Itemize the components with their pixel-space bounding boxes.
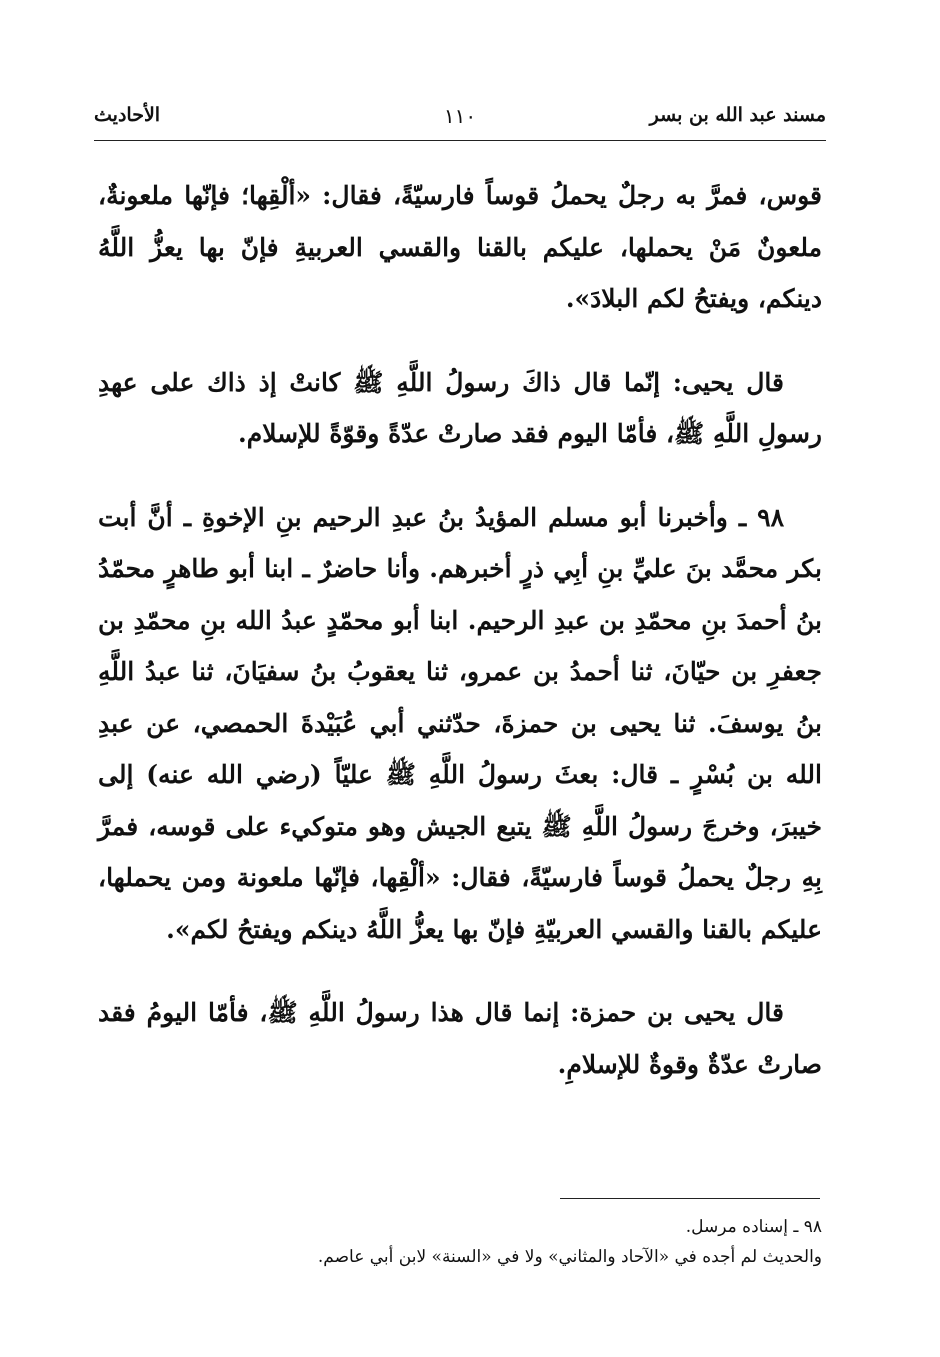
footnote-line-1: ٩٨ ـ إسناده مرسل. [685, 1217, 822, 1237]
paragraph-4: قال يحيى بن حمزة: إنما قال هذا رسولُ اللَّهِ ﷺ، فأمّا اليومُ فقد صارتْ عدّةٌ وقوةٌ للإسلامِ. [98, 998, 822, 1079]
header-divider [94, 140, 826, 141]
footnote-line-2: والحديث لم أجده في «الآحاد والمثاني» ولا في «السنة» لابن أبي عاصم. [317, 1247, 822, 1267]
running-header [94, 104, 826, 138]
footnotes [98, 1212, 822, 1272]
book-title: مسند عبد الله بن بسر [649, 104, 826, 126]
paragraph-2: قال يحيى: إنّما قال ذاكَ رسولُ اللَّهِ ﷺ كانتْ إذ ذاك على عهدِ رسولِ اللَّهِ ﷺ، فأمّا اليوم فقد صارتْ عدّةً وقوّةً للإسلام. [98, 367, 822, 448]
main-text [98, 170, 822, 1122]
page-number: ١١٠ [443, 104, 477, 128]
paragraph-hadith-98: ٩٨ ـ وأخبرنا أبو مسلم المؤيدُ بنُ عبدِ الرحيم بنِ الإخوةِ ـ أنَّ أبت بكر محمَّد بنَ عليِّ بنِ أبِي ذرٍ أخبرهم. وأنا حاضرٌ ـ ابنا أبو طاهرٍ محمّدُ بنُ أحمدَ بنِ محمّدِ بن عبدِ الرحيم. ابنا أبو محمّدٍ عبدُ الله بنِ محمّدِ بن جعفرِ بن حيّانَ، ثنا أحمدُ بن عمرو، ثنا يعقوبُ بنُ سفيَانَ، ثنا عبدُ اللَّهِ بنُ يوسفَ. ثنا يحيى بن حمزةَ، حدّثني أبي عُبَيْدةَ الحمصي، عن عبدِ الله بن بُسْرٍ ـ قال: بعثَ رسولُ اللَّهِ ﷺ عليّاً (رضي الله عنه) إلى خيبرَ، وخرجَ رسولُ اللَّهِ ﷺ يتبع الجيش وهو متوكيء على قوسه، فمرَّ بِهِ رجلٌ يحملُ قوساً فارسيّةً، فقال: «ألْقِها، فإنّها ملعونة ومن يحملها، عليكم بالقنا والقسي العربيّةِ فإنّ بها يعزُّ اللَّهُ دينكم ويفتحُ لكم». [98, 502, 823, 944]
footnote-divider [560, 1198, 820, 1199]
paragraph-1: قوس، فمرَّ به رجلٌ يحملُ قوساً فارسيّةً، فقال: «ألْقِها؛ فإنّها ملعونةٌ، ملعونٌ مَنْ يحملها، عليكم بالقنا والقسي العربيةِ فإنّ بها يعزُّ اللَّهُ دينكم، ويفتحُ لكم البلادَ». [98, 181, 822, 313]
section-title: الأحاديث [94, 104, 161, 126]
